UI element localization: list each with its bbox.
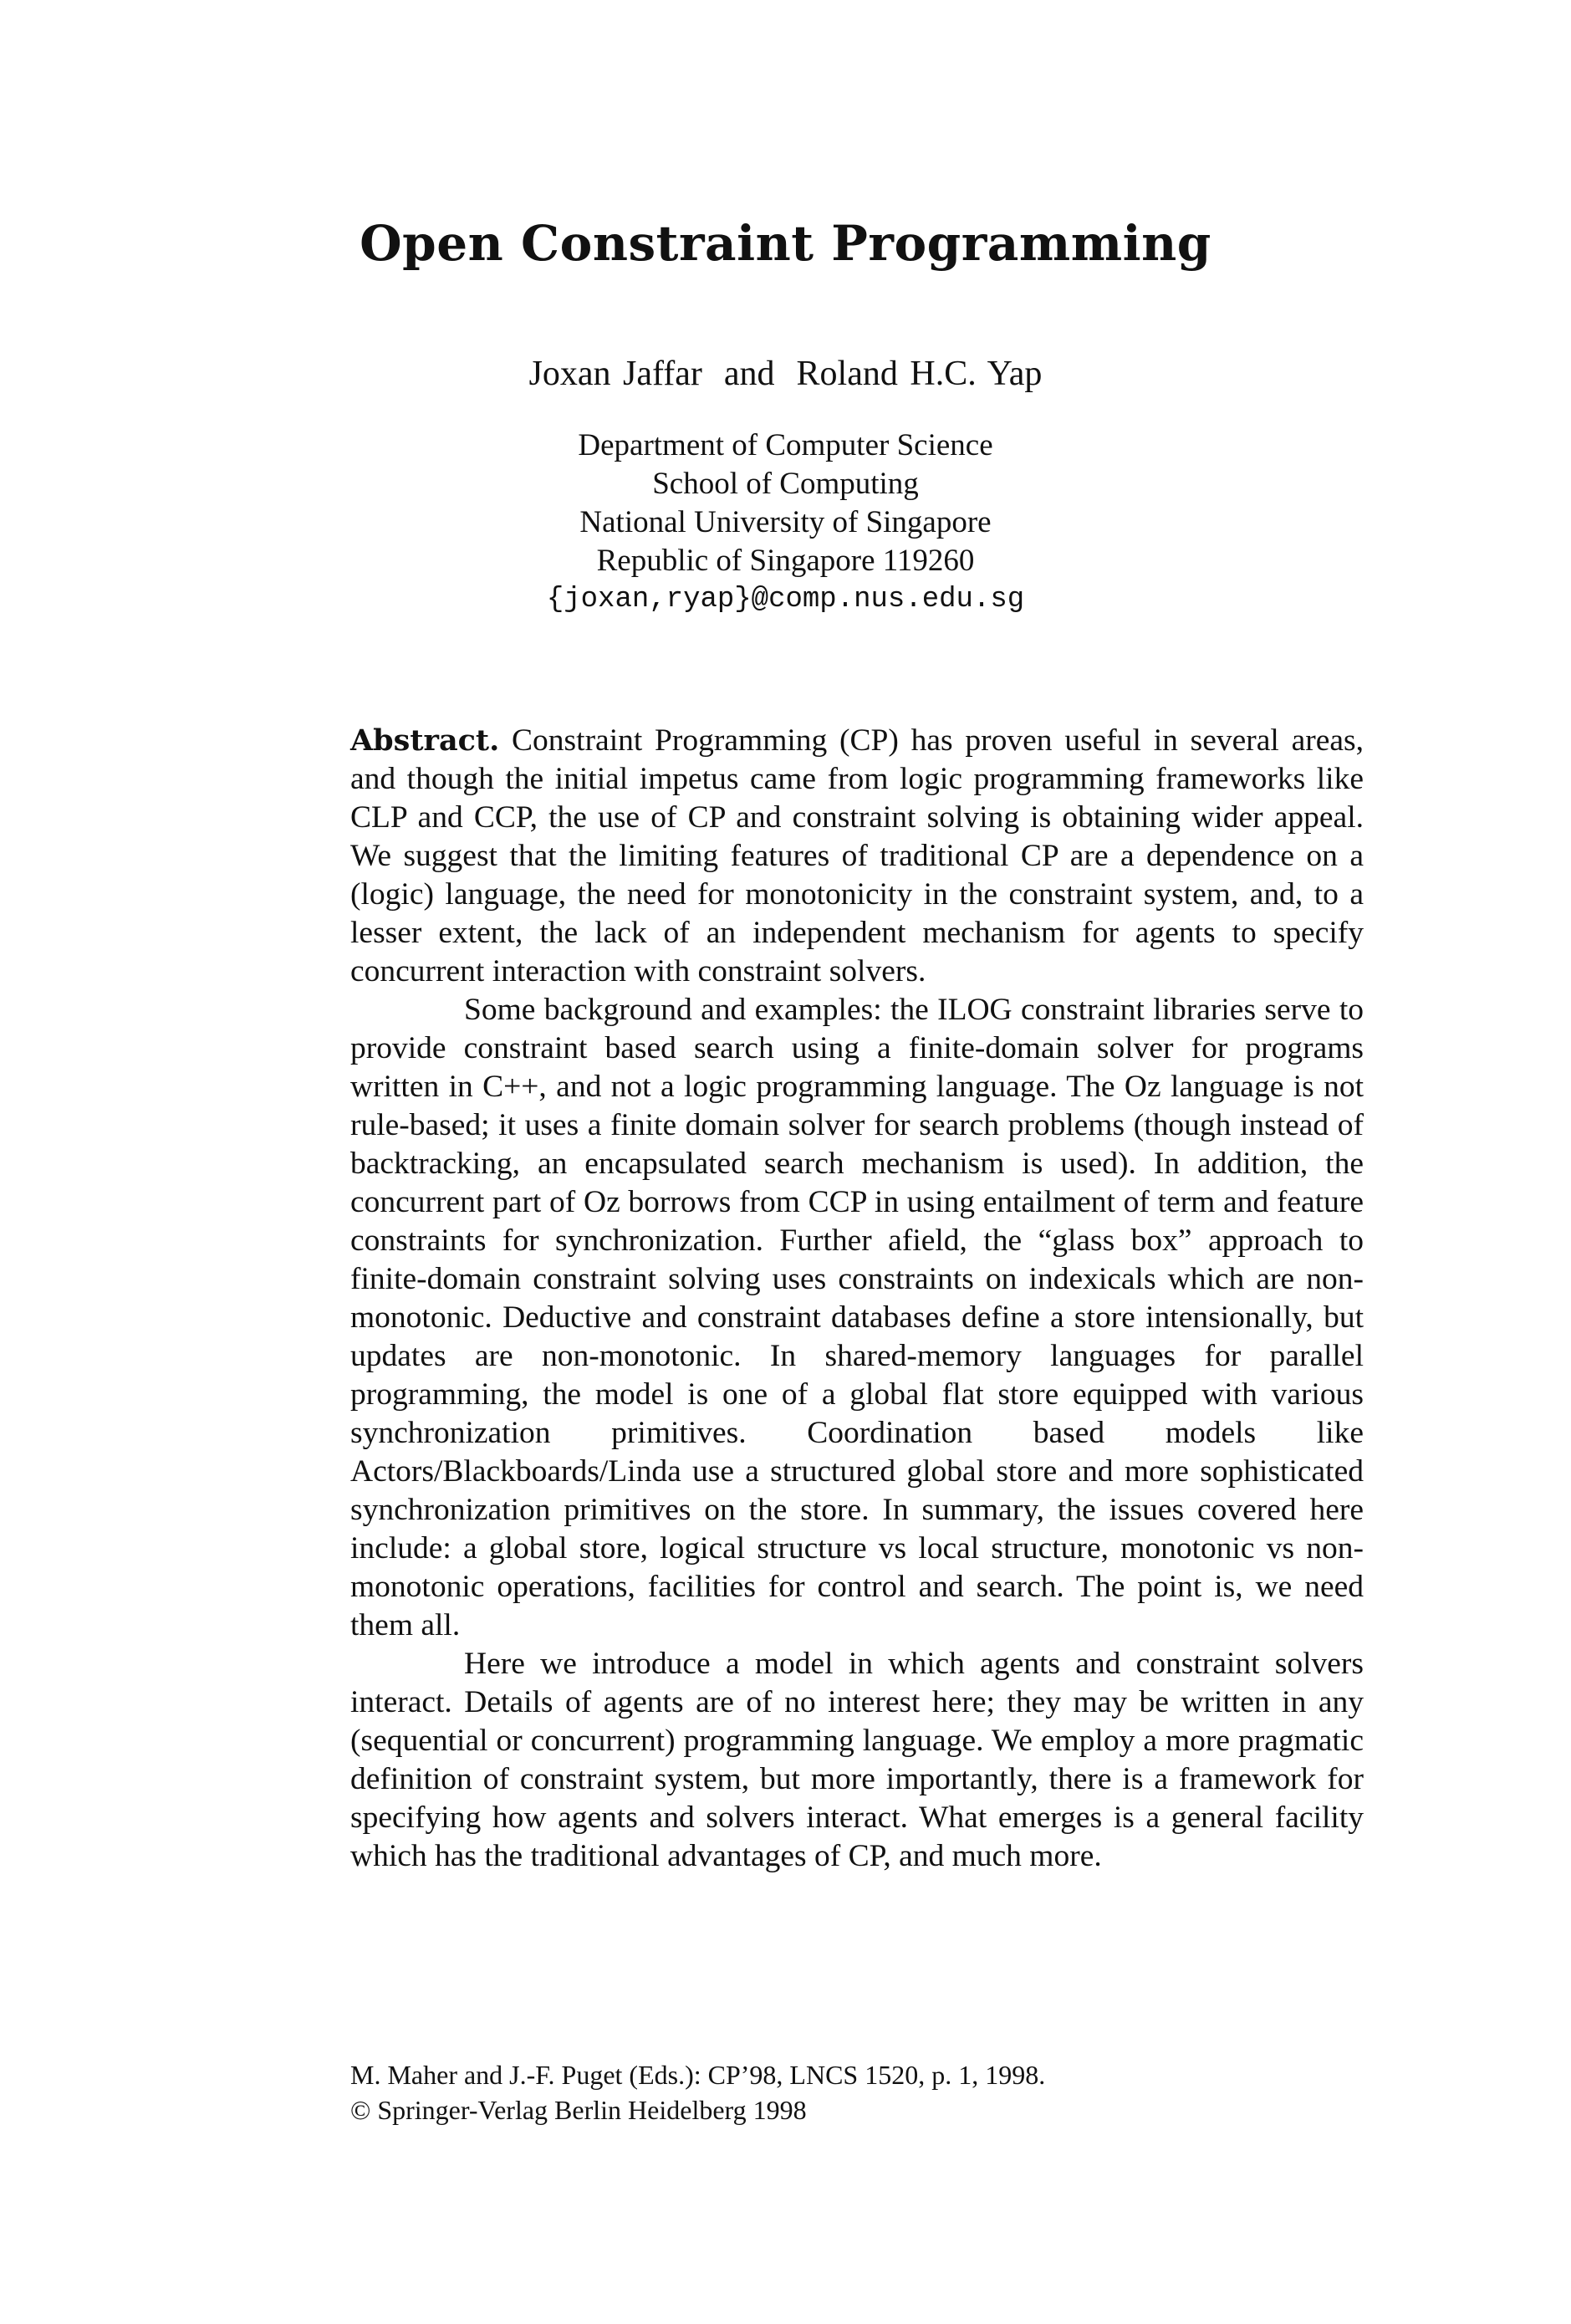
affiliation-university: National University of Singapore xyxy=(579,505,992,539)
paper-title: Open Constraint Programming xyxy=(360,215,1211,272)
affiliation-country: Republic of Singapore 119260 xyxy=(596,544,975,578)
abstract-paragraph-2: Some background and examples: the ILOG constraint libraries serve to provide constraint based search using a finite-domain solver for programs written in C++, and not a logic programming language. The Oz language is not rule-based; it uses a finite domain solver for search problems (though instead of backtracking, an encapsulated search mechanism is used). In addition, the concurrent part of Oz borrows from CCP in using entailment of term and feature constraints for synchronization. Further afield, the “glass box” approach to finite-domain constraint solving uses constraints on indexicals which are non-monotonic. Deductive and constraint databases define a store intensionally, but updates are non-monotonic. In shared-memory languages for parallel programming, the model is one of a global flat store equipped with various synchronization primitives. Coordination based models like Actors/Blackboards/Linda use a structured global store and more sophisticated synchronization primitives on the store. In summary, the issues covered here include: a global store, logical structure vs local structure, monotonic vs non-monotonic operations, facilities for control and search. The point is, we need them all. xyxy=(350,993,1364,1642)
abstract-paragraph-1 xyxy=(350,722,1364,991)
affiliation-block xyxy=(0,426,1571,619)
publication-footer xyxy=(350,2057,1364,2127)
abstract-paragraph-1-text: Constraint Programming (CP) has proven useful in several areas, and though the initial impetus came from logic programming frameworks like CLP and CCP, the use of CP and constraint solving is obtaining wider appeal. We suggest that the limiting features of traditional CP are a dependence on a (logic) language, the need for monotonicity in the constraint system, and, to a lesser extent, the lack of an independent mechanism for agents to specify concurrent interaction with constraint solvers. xyxy=(350,723,1364,988)
citation-line: M. Maher and J.-F. Puget (Eds.): CP’98, LNCS 1520, p. 1, 1998. xyxy=(350,2060,1046,2090)
affiliation-school: School of Computing xyxy=(652,467,919,501)
author-jaffar: Joxan Jaffar xyxy=(528,355,702,393)
author-email[interactable]: {joxan,ryap}@comp.nus.edu.sg xyxy=(546,584,1025,615)
author-conjunction: and xyxy=(723,355,775,393)
affiliation-department: Department of Computer Science xyxy=(578,428,993,462)
abstract-paragraph-3: Here we introduce a model in which agents and constraint solvers interact. Details of agents are of no interest here; they may be written in any (sequential or concurrent) programming language. We employ a more pragmatic definition of constraint system, but more importantly, there is a framework for specifying how agents and solvers interact. What emerges is a general facility which has the traditional advantages of CP, and much more. xyxy=(350,1647,1364,1873)
copyright-line: © Springer-Verlag Berlin Heidelberg 1998 xyxy=(350,2095,807,2125)
author-yap: Roland H.C. Yap xyxy=(796,355,1043,393)
author-line xyxy=(0,353,1571,395)
abstract-label: Abstract. xyxy=(350,723,500,758)
abstract-section xyxy=(350,722,1364,1876)
